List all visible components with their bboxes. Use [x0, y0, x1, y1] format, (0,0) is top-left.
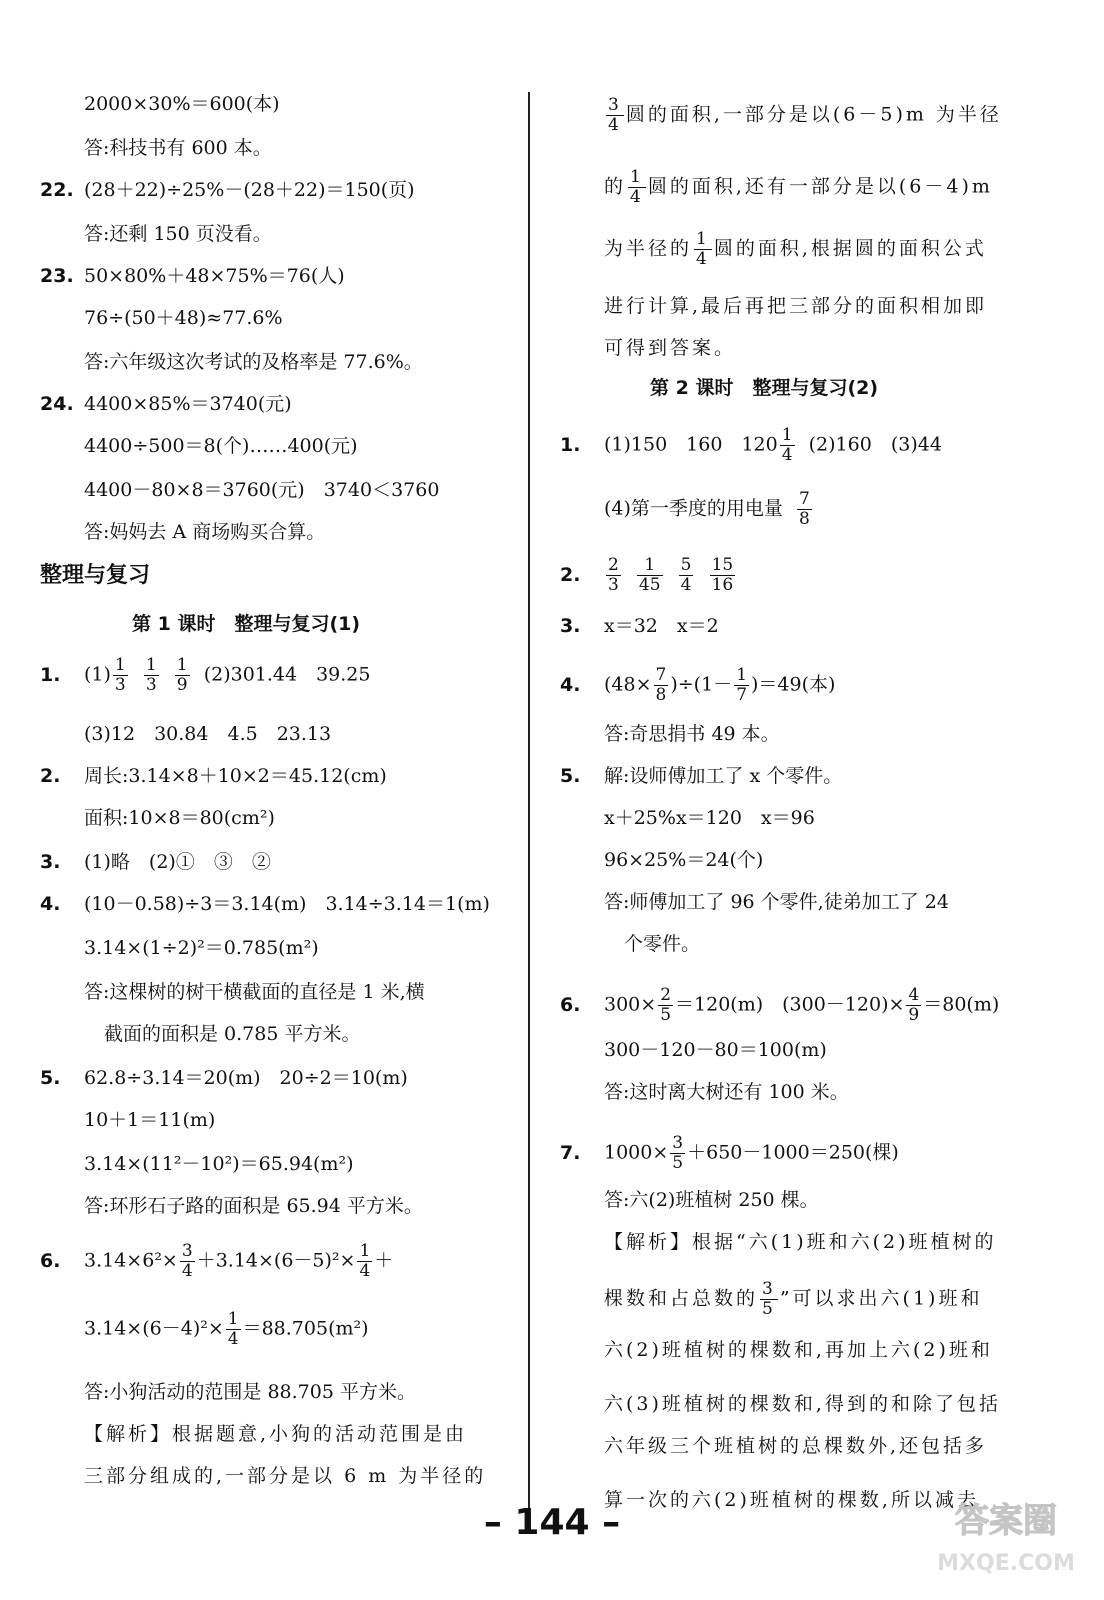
sub-label: (1) [84, 663, 111, 686]
analysis-text: 圆的面积,根据圆的面积公式 [713, 237, 987, 260]
numerator: 15 [711, 555, 734, 575]
answer-line: 个零件。 [624, 933, 701, 955]
equation: 1000× [604, 1141, 669, 1164]
question-number: 7. [560, 1141, 581, 1164]
problem-7 [560, 1134, 899, 1173]
problem-4 [40, 892, 490, 916]
denominator: 4 [696, 249, 710, 269]
denominator: 9 [176, 675, 188, 695]
fraction [780, 426, 795, 465]
equation-line: 300－120－80＝100(m) [604, 1039, 827, 1061]
fraction [175, 656, 190, 695]
column-divider [528, 92, 530, 1512]
numerator: 3 [762, 1279, 776, 1299]
numerator: 1 [630, 167, 644, 187]
fraction [144, 656, 159, 695]
lesson-title: 第 2 课时 整理与复习(2) [650, 377, 879, 399]
numerator: 4 [908, 985, 920, 1005]
equation: ＝80(m) [923, 993, 1000, 1016]
analysis-line: 【解析】根据题意,小狗的活动范围是由 [84, 1423, 468, 1445]
equation: (1)150 160 120 [604, 433, 778, 456]
fraction [113, 656, 128, 695]
equation: ＋ [374, 1249, 394, 1272]
answer-line: 答:六年级这次考试的及格率是 77.6%。 [84, 351, 423, 373]
question-number: 1. [40, 663, 61, 686]
numerator: 7 [799, 489, 810, 509]
fraction [606, 556, 621, 595]
equation: 50×80%＋48×75%＝76(人) [84, 265, 345, 287]
fraction [797, 490, 812, 529]
numerator: 1 [114, 655, 126, 675]
answer-line: 答:六(2)班植树 250 棵。 [604, 1189, 819, 1211]
text-line: 2000×30%＝600(本) [84, 93, 280, 115]
problem-2 [560, 556, 737, 595]
denominator: 45 [638, 575, 661, 595]
numerator: 3 [672, 1133, 684, 1153]
question-number: 6. [560, 993, 581, 1016]
answer-line: 截面的面积是 0.785 平方米。 [104, 1023, 361, 1045]
analysis-line: 六年级三个班植树的总棵数外,还包括多 [604, 1435, 988, 1457]
question-number: 23. [40, 265, 74, 287]
watermark-url: MXQE.COM [937, 1551, 1075, 1576]
analysis-line: 六(2)班植树的棵数和,再加上六(2)班和 [604, 1339, 993, 1361]
equation: ＝120(m) (300－120)× [675, 993, 905, 1016]
answer-line: 答:小狗活动的范围是 88.705 平方米。 [84, 1381, 416, 1403]
watermark-text: 答案圈 [955, 1501, 1057, 1541]
equation-line [560, 490, 814, 529]
equation: (1)略 (2)① ③ ② [84, 851, 271, 873]
denominator: 4 [630, 187, 644, 207]
question-number: 5. [40, 1067, 61, 1089]
section-title: 整理与复习 [40, 563, 151, 588]
fraction [906, 986, 921, 1025]
analysis-line: 六(3)班植树的棵数和,得到的和除了包括 [604, 1393, 1001, 1415]
problem-6 [40, 1242, 393, 1281]
equation-line: 10＋1＝11(m) [84, 1109, 216, 1131]
analysis-line [560, 1280, 982, 1319]
question-number: 3. [560, 615, 581, 637]
problem-3 [560, 614, 719, 638]
problem-6 [560, 986, 999, 1025]
denominator: 4 [181, 1261, 193, 1281]
numerator: 1 [145, 655, 157, 675]
analysis-line: 三部分组成的,一部分是以 6 m 为半径的 [84, 1465, 487, 1487]
equation-line: 面积:10×8＝80(cm²) [84, 807, 275, 829]
denominator: 5 [660, 1005, 672, 1025]
analysis-line: 进行计算,最后再把三部分的面积相加即 [604, 295, 988, 317]
equation: 62.8÷3.14＝20(m) 20÷2＝10(m) [84, 1067, 408, 1089]
analysis-line [560, 96, 1002, 135]
answer-line: 答:还剩 150 页没看。 [84, 223, 272, 245]
analysis-text: 的 [604, 175, 627, 198]
answer-line: 答:这棵树的树干横截面的直径是 1 米,横 [84, 981, 425, 1003]
equation-line: 96×25%＝24(个) [604, 849, 764, 871]
question-number: 2. [560, 563, 581, 586]
equation: (2)301.44 39.25 [203, 663, 371, 686]
denominator: 4 [227, 1329, 239, 1349]
problem-2 [40, 764, 387, 788]
question-22 [40, 178, 415, 202]
fraction [710, 556, 736, 595]
answer-line: 答:这时离大树还有 100 米。 [604, 1081, 849, 1103]
numerator: 1 [736, 665, 748, 685]
analysis-text: 棵数和占总数的 [604, 1287, 759, 1310]
fraction [694, 230, 712, 269]
analysis-line: 算一次的六(2)班植树的棵数,所以减去 [604, 1489, 979, 1511]
answer-line: 答:环形石子路的面积是 65.94 平方米。 [84, 1195, 423, 1217]
equation: x＝32 x＝2 [604, 615, 719, 637]
fraction [226, 1310, 241, 1349]
denominator: 4 [608, 115, 622, 135]
equation: (28＋22)÷25%－(28＋22)＝150(页) [84, 179, 415, 201]
denominator: 9 [908, 1005, 920, 1025]
equation: 3.14×(6－4)²× [84, 1317, 224, 1340]
lesson-title: 第 1 课时 整理与复习(1) [132, 613, 361, 635]
question-number: 3. [40, 851, 61, 873]
numerator: 1 [359, 1241, 371, 1261]
problem-3 [40, 850, 271, 874]
fraction [658, 986, 673, 1025]
question-number: 1. [560, 433, 581, 456]
analysis-text: 为半径的 [604, 237, 693, 260]
equation: (2)160 (3)44 [808, 433, 942, 456]
question-number: 4. [40, 893, 61, 915]
numerator: 3 [181, 1241, 193, 1261]
denominator: 5 [762, 1299, 776, 1319]
equation-line [40, 1310, 369, 1349]
fraction [606, 96, 624, 135]
numerator: 1 [227, 1309, 239, 1329]
numerator: 5 [680, 555, 692, 575]
analysis-text: 圆的面积,一部分是以(6－5)m 为半径 [625, 103, 1002, 126]
denominator: 4 [781, 445, 793, 465]
equation: )÷(1－ [670, 673, 733, 696]
equation: ＋3.14×(6－5)²× [196, 1249, 356, 1272]
problem-5 [40, 1066, 408, 1090]
fraction [760, 1280, 778, 1319]
watermark-logo [926, 1486, 1086, 1582]
equation: 周长:3.14×8＋10×2＝45.12(cm) [84, 765, 387, 787]
equation-line: (3)12 30.84 4.5 23.13 [84, 723, 332, 745]
equation: ＋650－1000＝250(棵) [687, 1141, 899, 1164]
question-number: 6. [40, 1249, 61, 1272]
analysis-line [560, 168, 993, 207]
fraction [734, 666, 749, 705]
numerator: 1 [637, 556, 663, 576]
analysis-text: ”可以求出六(1)班和 [779, 1287, 983, 1310]
denominator: 5 [672, 1153, 684, 1173]
equation-line: 3.14×(1÷2)²＝0.785(m²) [84, 937, 319, 959]
problem-5 [560, 764, 842, 788]
denominator: 8 [655, 685, 667, 705]
numerator: 1 [781, 425, 793, 445]
equation: (48× [604, 673, 652, 696]
numerator: 1 [696, 229, 710, 249]
numerator: 2 [608, 555, 619, 575]
problem-4 [560, 666, 835, 705]
equation: (4)第一季度的用电量 [604, 497, 783, 520]
equation: 4400×85%＝3740(元) [84, 393, 292, 415]
equation-line: 4400÷500＝8(个)……400(元) [84, 435, 358, 457]
equation: 3.14×6²× [84, 1249, 178, 1272]
page-number: – 144 – [483, 1502, 621, 1543]
equation-line: 76÷(50＋48)≈77.6% [84, 307, 283, 329]
answer-line: 答:奇思捐书 49 本。 [604, 723, 780, 745]
fraction [654, 666, 669, 705]
problem-1 [560, 426, 942, 465]
fraction [357, 1242, 372, 1281]
question-number: 24. [40, 393, 74, 415]
equation: 解:设师傅加工了 x 个零件。 [604, 765, 843, 787]
denominator: 7 [736, 685, 748, 705]
fraction [628, 168, 646, 207]
fraction [670, 1134, 685, 1173]
question-23 [40, 264, 345, 288]
denominator: 3 [145, 675, 157, 695]
analysis-line: 可得到答案。 [604, 337, 737, 359]
fraction [180, 1242, 195, 1281]
analysis-line: 【解析】根据“六(1)班和六(2)班植树的 [604, 1231, 997, 1253]
equation-line: 3.14×(11²－10²)＝65.94(m²) [84, 1153, 354, 1175]
equation-line: x＋25%x＝120 x＝96 [604, 807, 815, 829]
answer-line: 答:妈妈去 A 商场购买合算。 [84, 521, 326, 543]
denominator: 4 [359, 1261, 371, 1281]
numerator: 3 [608, 95, 622, 115]
denominator: 3 [608, 575, 619, 595]
problem-1 [40, 656, 370, 695]
answer-line: 答:师傅加工了 96 个零件,徒弟加工了 24 [604, 891, 949, 913]
analysis-text: 圆的面积,还有一部分是以(6－4)m [647, 175, 993, 198]
question-number: 4. [560, 673, 581, 696]
answer-line: 答:科技书有 600 本。 [84, 137, 272, 159]
numerator: 2 [660, 985, 672, 1005]
fraction [679, 556, 694, 595]
numerator: 1 [176, 655, 188, 675]
equation-line: 4400－80×8＝3760(元) 3740＜3760 [84, 479, 440, 501]
denominator: 16 [711, 575, 734, 595]
question-number: 5. [560, 765, 581, 787]
denominator: 8 [799, 509, 810, 529]
question-number: 2. [40, 765, 61, 787]
question-24 [40, 392, 292, 416]
equation: )＝49(本) [751, 673, 836, 696]
analysis-line [560, 230, 987, 269]
denominator: 3 [114, 675, 126, 695]
equation: ＝88.705(m²) [242, 1317, 369, 1340]
fraction [637, 556, 663, 595]
numerator: 7 [655, 665, 667, 685]
denominator: 4 [680, 575, 692, 595]
equation: 300× [604, 993, 657, 1016]
equation: (10－0.58)÷3＝3.14(m) 3.14÷3.14＝1(m) [84, 893, 490, 915]
question-number: 22. [40, 179, 74, 201]
